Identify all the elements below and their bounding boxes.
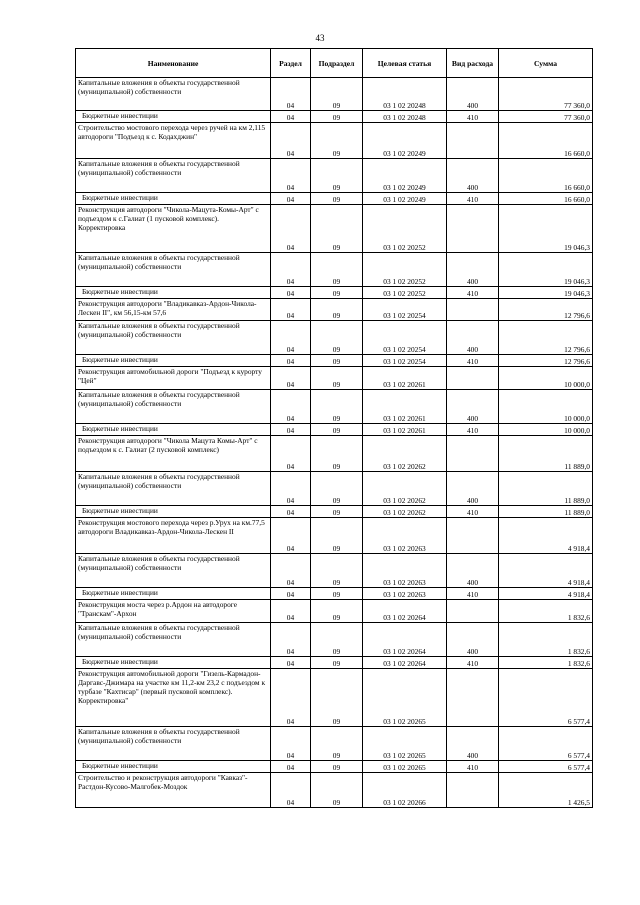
cell-name: Реконструкция автодороги "Чикола-Мацута-Комы-Арт" с подъездом к с.Галиат (1 пусковой комплекс). Корректировка: [76, 205, 271, 253]
cell-name: Бюджетные инвестиции: [76, 193, 271, 205]
budget-table: [75, 48, 593, 808]
cell-razdel: 04: [271, 727, 311, 761]
cell-podrazdel: 09: [311, 588, 363, 600]
cell-target-article: 03 1 02 20248: [363, 78, 447, 111]
cell-amount: 16 660,0: [499, 159, 593, 193]
cell-podrazdel: 09: [311, 554, 363, 588]
cell-amount: 77 360,0: [499, 111, 593, 123]
header-amount: Сумма: [499, 49, 593, 78]
cell-razdel: 04: [271, 299, 311, 321]
table-row: [76, 390, 593, 424]
cell-name: Реконструкция мостового перехода через р.Урух на км.77,5 автодороги Владикавказ-Ардон-Чикола-Лескен II: [76, 518, 271, 554]
table-row: [76, 78, 593, 111]
cell-target-article: 03 1 02 20265: [363, 669, 447, 727]
cell-amount: 19 046,3: [499, 205, 593, 253]
cell-expense-type: [447, 600, 499, 623]
cell-podrazdel: 09: [311, 111, 363, 123]
cell-podrazdel: 09: [311, 321, 363, 355]
cell-target-article: 03 1 02 20263: [363, 588, 447, 600]
cell-name: Капитальные вложения в объекты государственной (муниципальной) собственности: [76, 159, 271, 193]
table-row: [76, 623, 593, 657]
cell-razdel: 04: [271, 588, 311, 600]
cell-target-article: 03 1 02 20263: [363, 554, 447, 588]
cell-target-article: 03 1 02 20249: [363, 193, 447, 205]
cell-razdel: 04: [271, 518, 311, 554]
table-row: [76, 123, 593, 159]
cell-amount: 10 000,0: [499, 424, 593, 436]
cell-expense-type: [447, 299, 499, 321]
cell-razdel: 04: [271, 761, 311, 773]
cell-expense-type: [447, 669, 499, 727]
cell-expense-type: [447, 436, 499, 472]
cell-podrazdel: 09: [311, 193, 363, 205]
cell-name: Бюджетные инвестиции: [76, 424, 271, 436]
cell-razdel: 04: [271, 253, 311, 287]
cell-razdel: 04: [271, 78, 311, 111]
table-row: [76, 287, 593, 299]
cell-name: Реконструкция автомобильной дороги "Гизель-Кармадон-Даргавс-Джимара на участке км 11,2-км 23,2 с подъездом к турбазе "Кахтисар" (первый пусковой комплекс). Корректировка": [76, 669, 271, 727]
cell-podrazdel: 09: [311, 623, 363, 657]
cell-expense-type: 400: [447, 727, 499, 761]
cell-expense-type: [447, 205, 499, 253]
cell-name: Реконструкция автодороги "Чикола Мацута Комы-Арт" с подъездом к с. Галиат (2 пусковой комплекс): [76, 436, 271, 472]
header-expense-type: Вид расхода: [447, 49, 499, 78]
cell-podrazdel: 09: [311, 424, 363, 436]
cell-name: Бюджетные инвестиции: [76, 588, 271, 600]
cell-target-article: 03 1 02 20265: [363, 761, 447, 773]
cell-amount: 77 360,0: [499, 78, 593, 111]
cell-amount: 1 832,6: [499, 600, 593, 623]
cell-target-article: 03 1 02 20262: [363, 506, 447, 518]
cell-razdel: 04: [271, 424, 311, 436]
cell-expense-type: 410: [447, 506, 499, 518]
cell-podrazdel: 09: [311, 657, 363, 669]
cell-expense-type: [447, 773, 499, 808]
cell-expense-type: 410: [447, 424, 499, 436]
cell-razdel: 04: [271, 669, 311, 727]
table-row: [76, 773, 593, 808]
cell-target-article: 03 1 02 20264: [363, 600, 447, 623]
cell-expense-type: 400: [447, 159, 499, 193]
cell-podrazdel: 09: [311, 518, 363, 554]
cell-amount: 19 046,3: [499, 253, 593, 287]
table-row: [76, 205, 593, 253]
cell-expense-type: 410: [447, 193, 499, 205]
cell-expense-type: [447, 123, 499, 159]
cell-name: Капитальные вложения в объекты государственной (муниципальной) собственности: [76, 727, 271, 761]
cell-expense-type: 400: [447, 390, 499, 424]
cell-razdel: 04: [271, 159, 311, 193]
cell-name: Капитальные вложения в объекты государственной (муниципальной) собственности: [76, 390, 271, 424]
cell-expense-type: 400: [447, 78, 499, 111]
cell-target-article: 03 1 02 20264: [363, 623, 447, 657]
header-target-article: Целевая статья: [363, 49, 447, 78]
table-row: [76, 669, 593, 727]
cell-name: Бюджетные инвестиции: [76, 657, 271, 669]
cell-name: Капитальные вложения в объекты государственной (муниципальной) собственности: [76, 623, 271, 657]
cell-podrazdel: 09: [311, 355, 363, 367]
cell-name: Бюджетные инвестиции: [76, 287, 271, 299]
cell-amount: 11 889,0: [499, 506, 593, 518]
cell-podrazdel: 09: [311, 159, 363, 193]
cell-name: Строительство мостового перехода через ручей на км 2,115 автодороги "Подъезд к с. Кодахджин": [76, 123, 271, 159]
cell-expense-type: [447, 518, 499, 554]
cell-razdel: 04: [271, 287, 311, 299]
cell-podrazdel: 09: [311, 78, 363, 111]
cell-podrazdel: 09: [311, 287, 363, 299]
cell-amount: 11 889,0: [499, 472, 593, 506]
cell-amount: 10 000,0: [499, 390, 593, 424]
cell-razdel: 04: [271, 390, 311, 424]
cell-target-article: 03 1 02 20265: [363, 727, 447, 761]
table-row: [76, 367, 593, 390]
cell-target-article: 03 1 02 20249: [363, 159, 447, 193]
cell-expense-type: 410: [447, 287, 499, 299]
cell-expense-type: 410: [447, 355, 499, 367]
cell-name: Капитальные вложения в объекты государственной (муниципальной) собственности: [76, 78, 271, 111]
cell-amount: 6 577,4: [499, 761, 593, 773]
cell-amount: 4 918,4: [499, 588, 593, 600]
cell-amount: 19 046,3: [499, 287, 593, 299]
table-row: [76, 253, 593, 287]
cell-target-article: 03 1 02 20264: [363, 657, 447, 669]
cell-expense-type: 400: [447, 472, 499, 506]
cell-expense-type: 410: [447, 111, 499, 123]
cell-amount: 6 577,4: [499, 669, 593, 727]
cell-target-article: 03 1 02 20262: [363, 472, 447, 506]
cell-name: Реконструкция автодороги "Владикавказ-Ардон-Чикола-Лескен II", км 56,15-км 57,6: [76, 299, 271, 321]
table-row: [76, 321, 593, 355]
cell-name: Капитальные вложения в объекты государственной (муниципальной) собственности: [76, 472, 271, 506]
cell-target-article: 03 1 02 20254: [363, 299, 447, 321]
cell-name: Бюджетные инвестиции: [76, 506, 271, 518]
cell-podrazdel: 09: [311, 506, 363, 518]
cell-expense-type: 400: [447, 253, 499, 287]
cell-target-article: 03 1 02 20261: [363, 424, 447, 436]
cell-amount: 6 577,4: [499, 727, 593, 761]
cell-razdel: 04: [271, 123, 311, 159]
table-row: [76, 506, 593, 518]
cell-razdel: 04: [271, 506, 311, 518]
table-header-row: [76, 49, 593, 78]
cell-name: Бюджетные инвестиции: [76, 761, 271, 773]
cell-target-article: 03 1 02 20263: [363, 518, 447, 554]
cell-amount: 16 660,0: [499, 123, 593, 159]
cell-podrazdel: 09: [311, 390, 363, 424]
cell-amount: 12 796,6: [499, 355, 593, 367]
cell-target-article: 03 1 02 20261: [363, 390, 447, 424]
table-row: [76, 111, 593, 123]
cell-podrazdel: 09: [311, 727, 363, 761]
cell-amount: 16 660,0: [499, 193, 593, 205]
table-row: [76, 588, 593, 600]
header-razdel: Раздел: [271, 49, 311, 78]
cell-amount: 1 832,6: [499, 623, 593, 657]
table-row: [76, 761, 593, 773]
cell-podrazdel: 09: [311, 761, 363, 773]
table-row: [76, 554, 593, 588]
cell-razdel: 04: [271, 472, 311, 506]
cell-podrazdel: 09: [311, 773, 363, 808]
cell-razdel: 04: [271, 367, 311, 390]
cell-name: Бюджетные инвестиции: [76, 111, 271, 123]
cell-podrazdel: 09: [311, 367, 363, 390]
cell-podrazdel: 09: [311, 299, 363, 321]
cell-name: Капитальные вложения в объекты государственной (муниципальной) собственности: [76, 321, 271, 355]
table-row: [76, 518, 593, 554]
cell-expense-type: [447, 367, 499, 390]
cell-podrazdel: 09: [311, 472, 363, 506]
cell-target-article: 03 1 02 20252: [363, 205, 447, 253]
table-row: [76, 727, 593, 761]
cell-razdel: 04: [271, 193, 311, 205]
cell-target-article: 03 1 02 20254: [363, 321, 447, 355]
cell-podrazdel: 09: [311, 123, 363, 159]
table-row: [76, 436, 593, 472]
cell-name: Бюджетные инвестиции: [76, 355, 271, 367]
cell-podrazdel: 09: [311, 205, 363, 253]
cell-amount: 12 796,6: [499, 321, 593, 355]
cell-expense-type: 400: [447, 623, 499, 657]
cell-target-article: 03 1 02 20262: [363, 436, 447, 472]
cell-razdel: 04: [271, 623, 311, 657]
cell-amount: 1 832,6: [499, 657, 593, 669]
cell-razdel: 04: [271, 111, 311, 123]
table-row: [76, 600, 593, 623]
cell-podrazdel: 09: [311, 436, 363, 472]
cell-expense-type: 410: [447, 657, 499, 669]
table-row: [76, 424, 593, 436]
cell-razdel: 04: [271, 600, 311, 623]
cell-razdel: 04: [271, 657, 311, 669]
cell-name: Реконструкция автомобильной дороги "Подъезд к курорту "Цей": [76, 367, 271, 390]
cell-target-article: 03 1 02 20261: [363, 367, 447, 390]
header-name: Наименование: [76, 49, 271, 78]
table-row: [76, 159, 593, 193]
cell-amount: 1 426,5: [499, 773, 593, 808]
cell-name: Строительство и реконструкция автодороги "Кавказ"-Растдон-Кусово-Малгобек-Моздок: [76, 773, 271, 808]
table-row: [76, 472, 593, 506]
cell-name: Реконструкция моста через р.Ардон на автодороге "Транскам"-Архон: [76, 600, 271, 623]
cell-amount: 4 918,4: [499, 518, 593, 554]
cell-expense-type: 410: [447, 761, 499, 773]
cell-amount: 4 918,4: [499, 554, 593, 588]
table-row: [76, 193, 593, 205]
table-row: [76, 299, 593, 321]
cell-target-article: 03 1 02 20249: [363, 123, 447, 159]
header-podrazdel: Подраздел: [311, 49, 363, 78]
cell-expense-type: 400: [447, 554, 499, 588]
cell-podrazdel: 09: [311, 253, 363, 287]
cell-name: Капитальные вложения в объекты государственной (муниципальной) собственности: [76, 253, 271, 287]
page-number: 43: [315, 33, 325, 43]
table-row: [76, 355, 593, 367]
cell-razdel: 04: [271, 554, 311, 588]
cell-name: Капитальные вложения в объекты государственной (муниципальной) собственности: [76, 554, 271, 588]
cell-razdel: 04: [271, 205, 311, 253]
table-row: [76, 657, 593, 669]
cell-razdel: 04: [271, 773, 311, 808]
cell-podrazdel: 09: [311, 600, 363, 623]
cell-expense-type: 400: [447, 321, 499, 355]
cell-amount: 10 000,0: [499, 367, 593, 390]
cell-amount: 11 889,0: [499, 436, 593, 472]
cell-podrazdel: 09: [311, 669, 363, 727]
cell-razdel: 04: [271, 355, 311, 367]
cell-razdel: 04: [271, 321, 311, 355]
cell-razdel: 04: [271, 436, 311, 472]
cell-target-article: 03 1 02 20252: [363, 253, 447, 287]
cell-target-article: 03 1 02 20266: [363, 773, 447, 808]
cell-expense-type: 410: [447, 588, 499, 600]
cell-target-article: 03 1 02 20254: [363, 355, 447, 367]
cell-amount: 12 796,6: [499, 299, 593, 321]
cell-target-article: 03 1 02 20248: [363, 111, 447, 123]
cell-target-article: 03 1 02 20252: [363, 287, 447, 299]
